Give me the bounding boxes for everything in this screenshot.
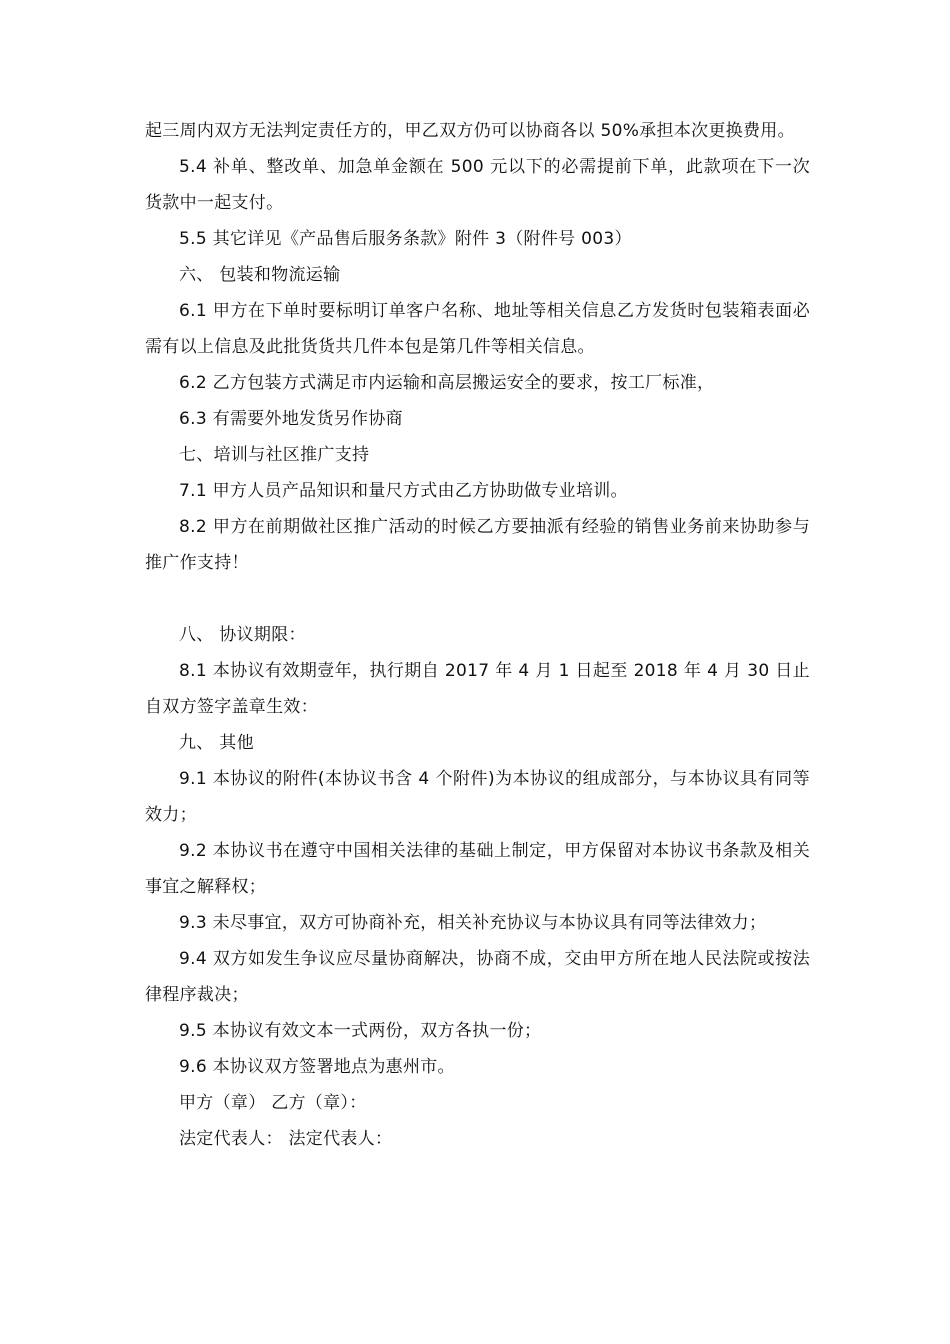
paragraph-5-3-continuation: 起三周内双方无法判定责任方的，甲乙双方仍可以协商各以 50%承担本次更换费用。 bbox=[145, 121, 795, 141]
paragraph-6-2: 6.2 乙方包装方式满足市内运输和高层搬运安全的要求，按工厂标准， bbox=[179, 373, 715, 393]
paragraph-9-6: 9.6 本协议双方签署地点为惠州市。 bbox=[179, 1057, 455, 1077]
paragraph-5-5: 5.5 其它详见《产品售后服务条款》附件 3（附件号 003） bbox=[179, 229, 632, 249]
section-heading-8: 八、 协议期限： bbox=[179, 625, 306, 645]
document-body bbox=[145, 113, 810, 1157]
paragraph-5-4: 5.4 补单、整改单、加急单金额在 500 元以下的必需提前下单，此款项在下一次货款中一起支付。 bbox=[145, 157, 810, 213]
signature-legal-representatives: 法定代表人： 法定代表人： bbox=[179, 1129, 393, 1149]
paragraph-6-3: 6.3 有需要外地发货另作协商 bbox=[179, 409, 403, 429]
paragraph-6-1: 6.1 甲方在下单时要标明订单客户名称、地址等相关信息乙方发货时包装箱表面必需有以上信息及此批货货共几件本包是第几件等相关信息。 bbox=[145, 301, 810, 357]
paragraph-9-1: 9.1 本协议的附件(本协议书含 4 个附件)为本协议的组成部分，与本协议具有同等效力； bbox=[145, 769, 810, 825]
paragraph-9-4: 9.4 双方如发生争议应尽量协商解决，协商不成，交由甲方所在地人民法院或按法律程序裁决； bbox=[145, 949, 810, 1005]
paragraph-9-3: 9.3 未尽事宜，双方可协商补充，相关补充协议与本协议具有同等法律效力； bbox=[179, 913, 767, 933]
section-heading-6: 六、 包装和物流运输 bbox=[179, 265, 341, 285]
paragraph-9-2: 9.2 本协议书在遵守中国相关法律的基础上制定，甲方保留对本协议书条款及相关事宜之解释权； bbox=[145, 841, 810, 897]
paragraph-7-1: 7.1 甲方人员产品知识和量尺方式由乙方协助做专业培训。 bbox=[179, 481, 628, 501]
section-heading-7: 七、培训与社区推广支持 bbox=[179, 445, 370, 465]
blank-line bbox=[145, 581, 810, 617]
paragraph-8-2: 8.2 甲方在前期做社区推广活动的时候乙方要抽派有经验的销售业务前来协助参与推广作支持！ bbox=[145, 517, 810, 573]
signature-party-seals: 甲方（章） 乙方（章）： bbox=[179, 1093, 367, 1113]
paragraph-9-5: 9.5 本协议有效文本一式两份，双方各执一份； bbox=[179, 1021, 542, 1041]
section-heading-9: 九、 其他 bbox=[179, 733, 254, 753]
paragraph-8-1: 8.1 本协议有效期壹年，执行期自 2017 年 4 月 1 日起至 2018 年 4 月 30 日止自双方签字盖章生效： bbox=[145, 661, 810, 717]
